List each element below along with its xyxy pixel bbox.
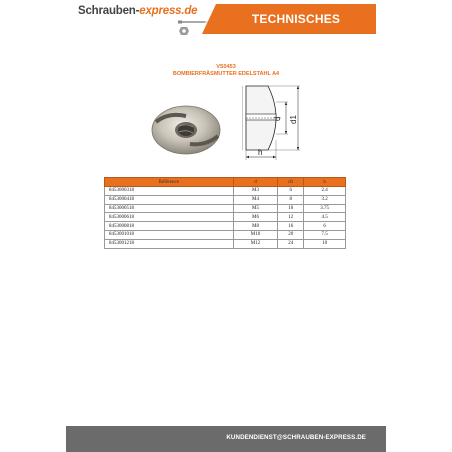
cell-d1: 20 [278, 230, 304, 239]
dim-label-d: d [273, 116, 282, 121]
product-title-block [0, 64, 452, 78]
table-row [105, 195, 346, 204]
cell-d1: 6 [278, 187, 304, 196]
document-type-banner: TECHNISCHES DOKUMENT [216, 4, 376, 34]
page-footer [66, 426, 386, 452]
cell-reference: 8453000318 [105, 187, 234, 196]
cell-h: 3.75 [304, 204, 346, 213]
dimensions-table [104, 177, 346, 249]
page-header [0, 0, 452, 56]
cell-d1: 12 [278, 213, 304, 222]
cell-d: M10 [233, 230, 278, 239]
cell-h: 3.2 [304, 195, 346, 204]
cell-reference: 8453000418 [105, 195, 234, 204]
nut-icon [179, 27, 189, 35]
cell-d1: 8 [278, 195, 304, 204]
cell-h: 4.5 [304, 213, 346, 222]
cell-h: 10 [304, 239, 346, 248]
cell-reference: 8453001218 [105, 239, 234, 248]
cell-d1: 16 [278, 222, 304, 231]
cell-h: 6 [304, 222, 346, 231]
table-row [105, 204, 346, 213]
cell-d1: 10 [278, 204, 304, 213]
technical-drawing [242, 80, 310, 162]
col-header-d: d [233, 178, 278, 187]
cell-d: M5 [233, 204, 278, 213]
banner-accent [202, 4, 216, 34]
cell-reference: 8453001018 [105, 230, 234, 239]
dim-label-d1: d1 [289, 115, 298, 124]
col-header-d1: d1 [278, 178, 304, 187]
table-header-row [105, 178, 346, 187]
logo-wordmark: Schrauben-express.de [78, 5, 198, 17]
col-header-reference: Référence [105, 178, 234, 187]
support-email-link[interactable]: KUNDENDIENST@SCHRAUBEN-EXPRESS.DE [226, 434, 366, 441]
table-row [105, 222, 346, 231]
cell-d: M8 [233, 222, 278, 231]
table-row [105, 213, 346, 222]
col-header-h: h [304, 178, 346, 187]
cell-d1: 24 [278, 239, 304, 248]
cell-reference: 8453000618 [105, 213, 234, 222]
cell-d: M12 [233, 239, 278, 248]
product-name: BOMBIERFRÄSMUTTER EDELSTAHL A4 [172, 71, 280, 77]
table-row [105, 239, 346, 248]
dim-label-h: h [258, 148, 263, 157]
cell-h: 7.5 [304, 230, 346, 239]
cell-d: M3 [233, 187, 278, 196]
cell-reference: 8453000518 [105, 204, 234, 213]
table-row [105, 187, 346, 196]
cell-reference: 8453000818 [105, 222, 234, 231]
cell-d: M6 [233, 213, 278, 222]
cell-h: 2.4 [304, 187, 346, 196]
product-code: VS0453 [216, 64, 236, 70]
cell-d: M4 [233, 195, 278, 204]
product-photo [146, 96, 226, 160]
table-row [105, 230, 346, 239]
